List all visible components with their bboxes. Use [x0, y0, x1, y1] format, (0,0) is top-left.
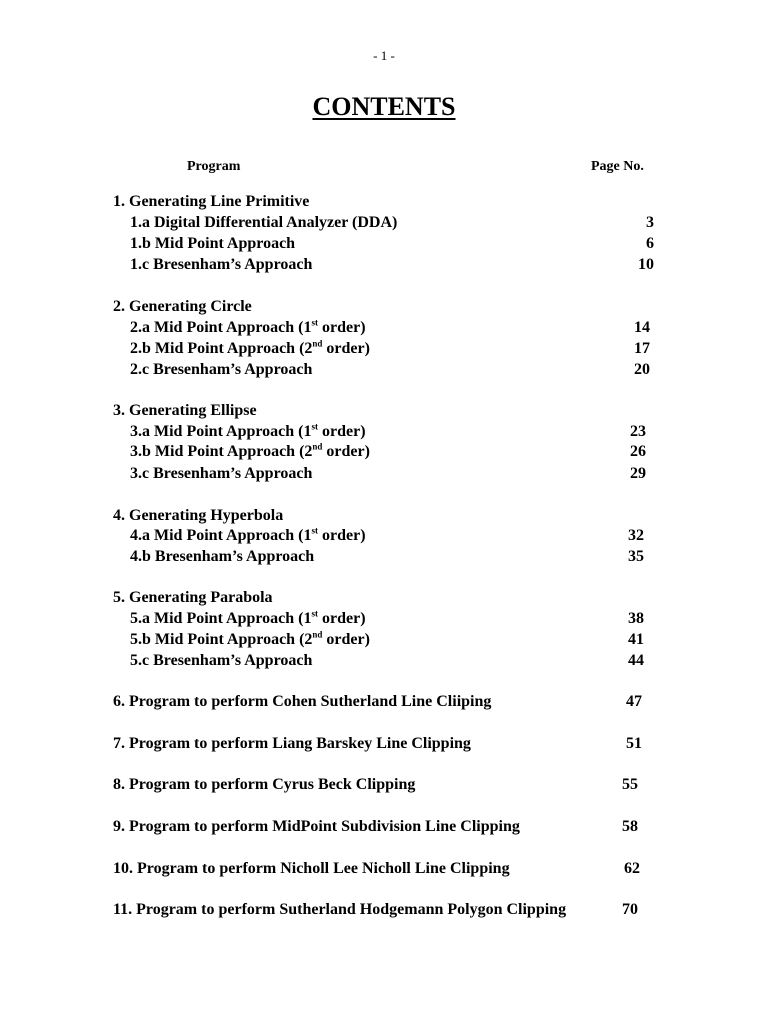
toc-page-7: 51 — [626, 735, 642, 752]
entry-label-suffix: order) — [322, 340, 370, 357]
toc-page-5b: 41 — [628, 631, 644, 648]
entry-label: 1. Generating Line Primitive — [113, 193, 310, 210]
toc-page-9: 58 — [622, 818, 638, 835]
entry-ordinal-suffix: nd — [312, 629, 323, 640]
entry-label: 2. Generating Circle — [113, 298, 252, 315]
entry-label: 2.c Bresenham’s Approach — [130, 361, 313, 378]
toc-page-5a: 38 — [628, 610, 644, 627]
entry-label-suffix: order) — [322, 631, 370, 648]
toc-section-11 — [113, 901, 566, 919]
entry-ordinal-suffix: st — [311, 421, 318, 432]
toc-page-2c: 20 — [634, 361, 650, 378]
entry-label: 2.b Mid Point Approach (2 — [130, 340, 313, 357]
entry-label-suffix: order) — [318, 527, 366, 544]
toc-page-4a: 32 — [628, 527, 644, 544]
toc-page-5c: 44 — [628, 652, 644, 669]
title-text: CONTENTS — [312, 92, 456, 121]
entry-label: 5.c Bresenham’s Approach — [130, 652, 313, 669]
toc-section-5 — [113, 589, 273, 607]
toc-entry-3c — [130, 465, 312, 483]
entry-label: 4. Generating Hyperbola — [113, 507, 284, 524]
toc-entry-1c — [130, 256, 312, 274]
toc-page-8: 55 — [622, 776, 638, 793]
entry-ordinal-suffix: nd — [312, 441, 323, 452]
entry-label: 3.b Mid Point Approach (2 — [130, 443, 313, 460]
toc-entry-5c — [130, 652, 312, 670]
entry-label: 4.a Mid Point Approach (1 — [130, 527, 312, 544]
entry-label: 7. Program to perform Liang Barskey Line Clipping — [113, 735, 471, 752]
entry-label: 5. Generating Parabola — [113, 589, 273, 606]
entry-label-suffix: order) — [318, 610, 366, 627]
toc-page-2b: 17 — [634, 340, 650, 357]
toc-page-6: 47 — [626, 693, 642, 710]
toc-page-2a: 14 — [634, 319, 650, 336]
entry-label: 1.b Mid Point Approach — [130, 235, 296, 252]
program-column-header: Program — [187, 159, 241, 174]
toc-entry-2b — [130, 340, 370, 358]
toc-page-11: 70 — [622, 901, 638, 918]
toc-section-4 — [113, 507, 283, 525]
toc-page-1c: 10 — [638, 256, 654, 273]
entry-ordinal-suffix: st — [311, 317, 318, 328]
toc-page-4b: 35 — [628, 548, 644, 565]
entry-label: 6. Program to perform Cohen Sutherland Line Cliiping — [113, 693, 492, 710]
page-title — [0, 92, 768, 122]
entry-label: 9. Program to perform MidPoint Subdivision Line Clipping — [113, 818, 520, 835]
toc-entry-1b — [130, 235, 295, 253]
entry-label: 11. Program to perform Sutherland Hodgemann Polygon Clipping — [113, 901, 567, 918]
entry-ordinal-suffix: st — [311, 608, 318, 619]
toc-section-10 — [113, 860, 510, 878]
entry-label: 3. Generating Ellipse — [113, 402, 257, 419]
entry-label: 3.c Bresenham’s Approach — [130, 465, 313, 482]
entry-label: 8. Program to perform Cyrus Beck Clipping — [113, 776, 416, 793]
entry-label: 10. Program to perform Nicholl Lee Nicholl Line Clipping — [113, 860, 510, 877]
toc-section-3 — [113, 402, 257, 420]
toc-section-7 — [113, 735, 471, 753]
toc-entry-1a — [130, 214, 397, 232]
entry-label: 5.b Mid Point Approach (2 — [130, 631, 313, 648]
toc-page-3a: 23 — [630, 423, 646, 440]
toc-page-3b: 26 — [630, 443, 646, 460]
toc-section-6 — [113, 693, 491, 711]
toc-entry-4a — [130, 527, 366, 545]
entry-ordinal-suffix: nd — [312, 338, 323, 349]
toc-entry-3a — [130, 423, 366, 441]
toc-section-1 — [113, 193, 309, 211]
toc-section-2 — [113, 298, 252, 316]
entry-label-suffix: order) — [318, 319, 366, 336]
entry-label: 1.a Digital Differential Analyzer (DDA) — [130, 214, 398, 231]
toc-entry-2c — [130, 361, 312, 379]
toc-section-8 — [113, 776, 415, 794]
page-column-header: Page No. — [591, 159, 644, 174]
toc-entry-2a — [130, 319, 366, 337]
toc-entry-4b — [130, 548, 314, 566]
toc-entry-3b — [130, 443, 370, 461]
toc-page-10: 62 — [624, 860, 640, 877]
entry-label: 4.b Bresenham’s Approach — [130, 548, 315, 565]
entry-label-suffix: order) — [318, 423, 366, 440]
toc-page-1b: 6 — [646, 235, 654, 252]
toc-entry-5a — [130, 610, 366, 628]
entry-label: 5.a Mid Point Approach (1 — [130, 610, 312, 627]
entry-label-suffix: order) — [322, 443, 370, 460]
toc-page-3c: 29 — [630, 465, 646, 482]
entry-label: 1.c Bresenham’s Approach — [130, 256, 313, 273]
page-number: - 1 - — [373, 48, 395, 63]
toc-entry-5b — [130, 631, 370, 649]
toc-page-1a: 3 — [646, 214, 654, 231]
toc-section-9 — [113, 818, 520, 836]
entry-label: 3.a Mid Point Approach (1 — [130, 423, 312, 440]
entry-ordinal-suffix: st — [311, 525, 318, 536]
entry-label: 2.a Mid Point Approach (1 — [130, 319, 312, 336]
